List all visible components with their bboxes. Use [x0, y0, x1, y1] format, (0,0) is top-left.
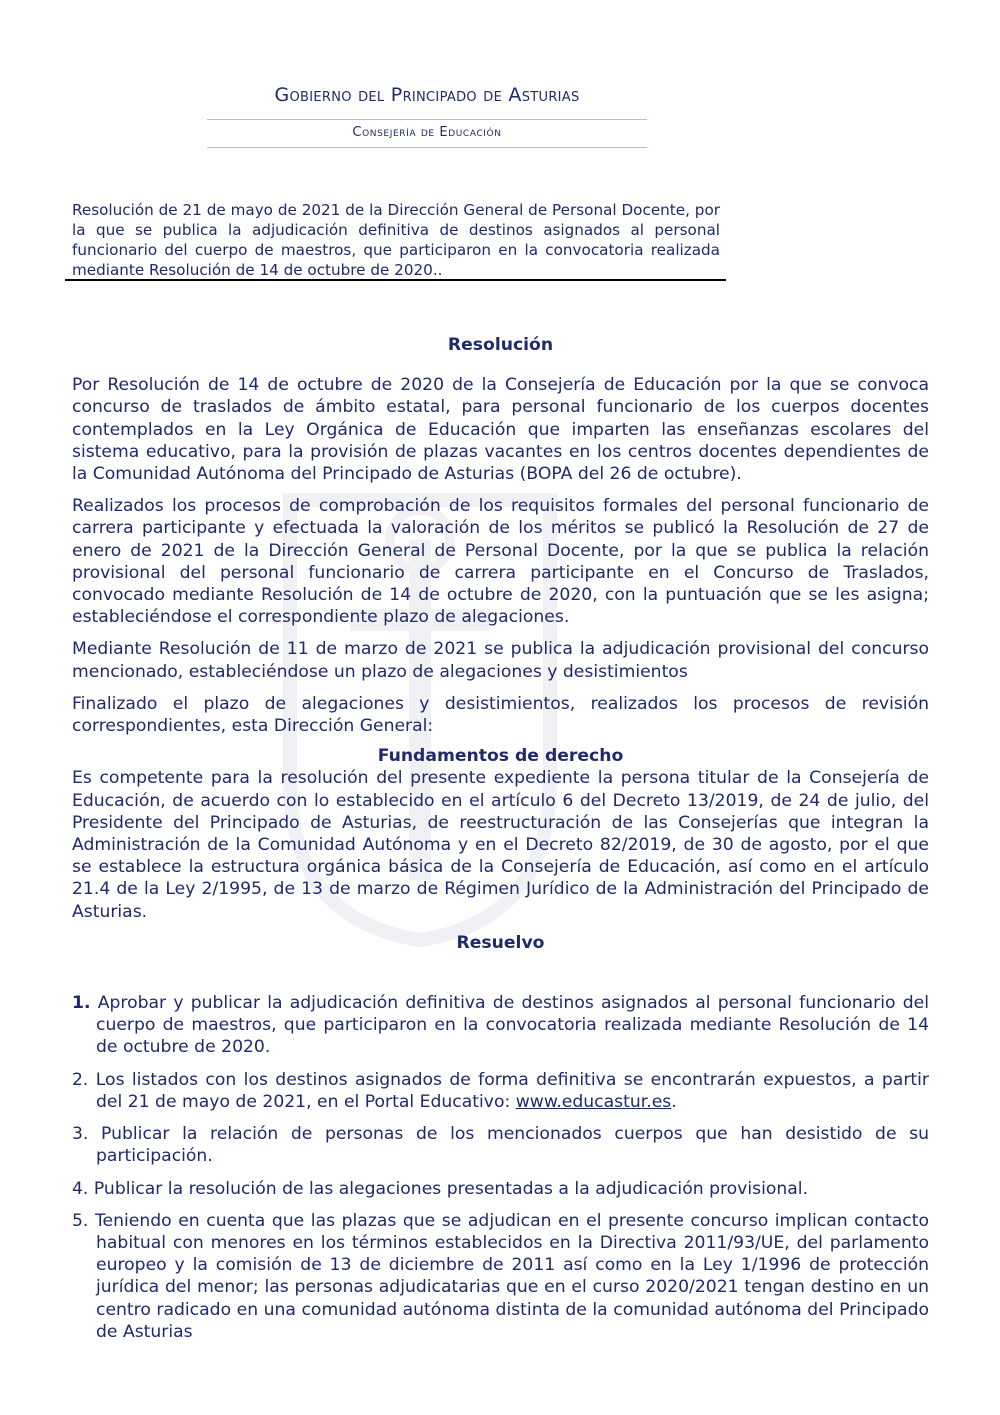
- resolucion-heading: Resolución: [447, 335, 554, 355]
- paragraph-fundamentos: Es competente para la resolución del presente expediente la persona titular de la Consejería de Educación, de acuerdo con lo establecido en el artículo 6 del Decreto 13/2019, de 24 de julio, del Presidente del Principado de Asturias, de reestructuración de las Consejerías que integran la Administración de la Comunidad Autónoma y en el Decreto 82/2019, de 30 de agosto, por el que se establece la estructura orgánica básica de la Consejería de Educación, así como en el artículo 21.4 de la Ley 2/1995, de 13 de marzo de Régimen Jurídico de la Administración del Principado de Asturias.: [72, 768, 929, 922]
- item-text: Aprobar y publicar la adjudicación definitiva de destinos asignados al personal funcionario del cuerpo de maestros, que participaron en la convocatoria realizada mediante Resolución de 14 de octubre de 2020.: [96, 993, 929, 1058]
- document-body: [72, 334, 929, 1353]
- paragraph-finalizado: Finalizado el plazo de alegaciones y desistimientos, realizados los procesos de revisión correspondientes, esta Dirección General:: [72, 693, 929, 737]
- list-item: [72, 1178, 929, 1200]
- government-title: Gobierno del Principado de Asturias: [274, 84, 580, 106]
- paragraph-convocatoria: Por Resolución de 14 de octubre de 2020 de la Consejería de Educación por la que se convoca concurso de traslados de ámbito estatal, para personal funcionario de los cuerpos docentes contemplados en la Ley Orgánica de Educación que imparten las enseñanzas escolares del sistema educativo, para la provisión de plazas vacantes en los centros docentes dependientes de la Comunidad Autónoma del Principado de Asturias (BOPA del 26 de octubre).: [72, 375, 929, 485]
- item-text: Publicar la relación de personas de los mencionados cuerpos que han desistido de su participación.: [96, 1124, 929, 1167]
- summary-underline: [65, 279, 726, 281]
- department-title: Consejería de Educación: [352, 125, 502, 140]
- item-number: 3.: [72, 1124, 89, 1145]
- header-divider-top: [207, 119, 647, 120]
- fundamentos-heading: Fundamentos de derecho: [377, 746, 624, 767]
- resuelvo-list: [72, 992, 929, 1343]
- letterhead: [207, 82, 647, 148]
- resuelvo-heading: Resuelvo: [456, 932, 545, 953]
- item-number: 5.: [72, 1210, 89, 1231]
- paragraph-adjudicacion-provisional: Mediante Resolución de 11 de marzo de 2021 se publica la adjudicación provisional del concurso mencionado, estableciéndose un plazo de alegaciones y desistimientos: [72, 639, 929, 682]
- resolution-summary: Resolución de 21 de mayo de 2021 de la Dirección General de Personal Docente, por la que se publica la adjudicación definitiva de destinos asignados al personal funcionario del cuerpo de maestros, que participaron en la convocatoria realizada mediante Resolución de 14 de octubre de 2020..: [72, 201, 720, 279]
- item-number: 2.: [72, 1069, 89, 1090]
- list-item: [72, 1069, 929, 1113]
- item-number: 4.: [72, 1178, 89, 1199]
- header-divider-bottom: [207, 147, 647, 148]
- item-text: Teniendo en cuenta que las plazas que se adjudican en el presente concurso implican contacto habitual con menores en los términos establecidos en la Directiva 2011/93/UE, del parlamento europeo y la comisión de 13 de diciembre de 2011 así como en la Ley 1/1996 de protección jurídica del menor; las personas adjudicatarias que en el curso 2020/2021 tengan destino en un centro radicado en una comunidad autónoma distinta de la comunidad autónoma del Principado de Asturias: [94, 1210, 929, 1342]
- item-number: 1.: [72, 993, 91, 1014]
- educastur-link[interactable]: www.educastur.es: [515, 1091, 672, 1112]
- paragraph-comprobacion: Realizados los procesos de comprobación de los requisitos formales del personal funcionario de carrera participante y efectuada la valoración de los méritos se publicó la Resolución de 27 de enero de 2021 de la Dirección General de Personal Docente, por la que se publica la relación provisional del personal funcionario de carrera participante en el Concurso de Traslados, convocado mediante Resolución de 14 de octubre de 2020, con la puntuación que se les asigna; estableciéndose el correspondiente plazo de alegaciones.: [72, 496, 929, 628]
- list-item: [72, 1210, 929, 1343]
- list-item: [72, 992, 929, 1059]
- item-text: Los listados con los destinos asignados de forma definitiva se encontrarán expuestos, a partir del 21 de mayo de 2021, en el Portal Educativo:: [95, 1069, 929, 1112]
- item-text-end: .: [671, 1091, 677, 1112]
- list-item: [72, 1123, 929, 1167]
- item-text: Publicar la resolución de las alegaciones presentadas a la adjudicación provisional.: [93, 1178, 809, 1199]
